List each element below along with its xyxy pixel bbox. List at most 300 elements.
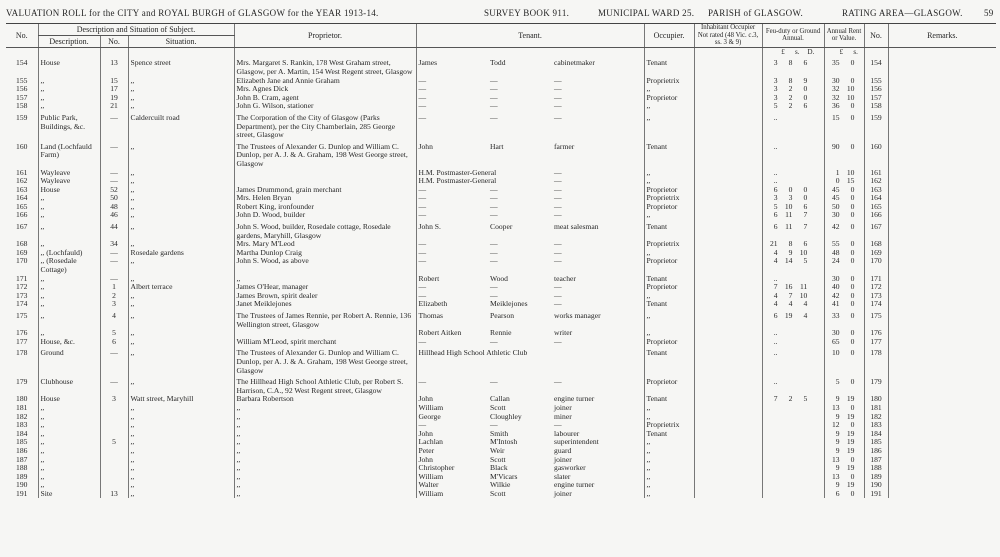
rent-pounds: 50 bbox=[831, 201, 840, 211]
tenant-forename: Robert Aitken bbox=[416, 329, 488, 338]
entry-number: 21 bbox=[100, 102, 128, 111]
tenant-surname: — bbox=[490, 239, 498, 249]
inhabitant-cell bbox=[694, 421, 762, 430]
tenant-surname: Black bbox=[490, 463, 508, 473]
remarks-cell bbox=[888, 456, 996, 465]
inhabitant-cell bbox=[694, 275, 762, 284]
feu-pounds: 6 bbox=[773, 222, 778, 232]
tenant-trade: farmer bbox=[554, 141, 575, 151]
tenant-forename: — bbox=[416, 186, 488, 195]
entry-occupier: Proprietor bbox=[644, 338, 694, 347]
entry-description: ,, bbox=[38, 421, 100, 430]
feu-duty bbox=[762, 56, 824, 76]
tenant-trade: — bbox=[554, 420, 562, 430]
entry-proprietor: ,, bbox=[234, 438, 416, 447]
rent-pounds: 9 bbox=[835, 394, 840, 404]
rent-pounds: 40 bbox=[831, 282, 840, 292]
tenant-surname: — bbox=[490, 282, 498, 292]
feu-duty bbox=[762, 490, 824, 499]
entry-occupier: ,, bbox=[644, 447, 694, 456]
entry-situation: ,, bbox=[128, 169, 234, 178]
entry-description: ,, bbox=[38, 292, 100, 301]
tenant-forename: — bbox=[416, 94, 488, 103]
tenant-trade: joiner bbox=[554, 454, 572, 464]
remarks-cell bbox=[888, 473, 996, 482]
entry-situation: ,, bbox=[128, 292, 234, 301]
feu-pounds: 6 bbox=[773, 184, 778, 194]
entry-no: 169 bbox=[16, 247, 28, 257]
feu-shillings: 10 bbox=[784, 201, 793, 211]
annual-rent bbox=[824, 404, 864, 413]
entry-occupier: ,, bbox=[644, 177, 694, 186]
tenant-trade: — bbox=[554, 377, 562, 387]
entry-situation: ,, bbox=[128, 102, 234, 111]
feu-pence: 4 bbox=[803, 299, 808, 309]
entry-no: 164 bbox=[16, 193, 28, 203]
valuation-table bbox=[6, 23, 996, 498]
tenant-trade: — bbox=[554, 184, 562, 194]
feu-shillings: 4 bbox=[788, 299, 793, 309]
rent-shillings: 19 bbox=[846, 428, 855, 438]
entry-proprietor: The Corporation of the City of Glasgow (Parks Department), per the City Chamberlain, 285 George street, Glasgow bbox=[234, 111, 416, 140]
entry-description: Ground bbox=[38, 346, 100, 375]
remarks-cell bbox=[888, 203, 996, 212]
feu-duty bbox=[762, 309, 824, 329]
entry-no: 168 bbox=[16, 239, 28, 249]
feu-duty bbox=[762, 346, 824, 375]
entry-no-right: 164 bbox=[864, 194, 888, 203]
remarks-cell bbox=[888, 309, 996, 329]
page-number: 59 bbox=[984, 8, 994, 18]
entry-no: 183 bbox=[16, 420, 28, 430]
entry-proprietor: The Trustees of James Rennie, per Robert A. Rennie, 136 Wellington street, Glasgow bbox=[234, 309, 416, 329]
feu-duty bbox=[762, 111, 824, 140]
rent-pounds: 32 bbox=[831, 92, 840, 102]
tenant-surname: — bbox=[490, 75, 498, 85]
rent-shillings: 0 bbox=[850, 336, 855, 346]
rent-shillings: 0 bbox=[850, 290, 855, 300]
entry-description: House, &c. bbox=[38, 338, 100, 347]
remarks-cell bbox=[888, 249, 996, 258]
remarks-cell bbox=[888, 186, 996, 195]
rent-pounds: 36 bbox=[831, 101, 840, 111]
tenant-surname: Meiklejones bbox=[490, 299, 528, 309]
feu-shillings: 7 bbox=[788, 290, 793, 300]
entry-situation: Albert terrace bbox=[128, 283, 234, 292]
roll-body bbox=[6, 56, 996, 498]
tenant-forename: Christopher bbox=[416, 464, 488, 473]
entry-situation: ,, bbox=[128, 211, 234, 220]
annual-rent bbox=[824, 309, 864, 329]
entry-proprietor: ,, bbox=[234, 275, 416, 284]
tenant-surname: Cloughley bbox=[490, 411, 522, 421]
rent-shillings: 0 bbox=[850, 239, 855, 249]
feu-duty bbox=[762, 211, 824, 220]
entry-number: 48 bbox=[100, 203, 128, 212]
entry-description: ,, bbox=[38, 240, 100, 249]
tenant-trade: — bbox=[554, 201, 562, 211]
unit-rent-shillings: s. bbox=[853, 47, 858, 56]
tenant-trade: teacher bbox=[554, 273, 576, 283]
tenant-trade: slater bbox=[554, 471, 571, 481]
inhabitant-cell bbox=[694, 77, 762, 86]
col-number: No. bbox=[100, 35, 128, 47]
entry-situation: ,, bbox=[128, 309, 234, 329]
entry-occupier: ,, bbox=[644, 249, 694, 258]
entry-situation: ,, bbox=[128, 430, 234, 439]
entry-number bbox=[100, 413, 128, 422]
remarks-cell bbox=[888, 481, 996, 490]
entry-situation: ,, bbox=[128, 329, 234, 338]
entry-no: 158 bbox=[16, 101, 28, 111]
annual-rent bbox=[824, 56, 864, 76]
entry-situation: ,, bbox=[128, 177, 234, 186]
tenant-trade: — bbox=[554, 299, 562, 309]
remarks-cell bbox=[888, 240, 996, 249]
entry-number: 46 bbox=[100, 211, 128, 220]
entry-description: Site bbox=[38, 490, 100, 499]
remarks-cell bbox=[888, 413, 996, 422]
feu-pence: 4 bbox=[803, 311, 808, 320]
feu-pence: 0 bbox=[803, 193, 808, 203]
entry-occupier: Proprietor bbox=[644, 375, 694, 395]
entry-occupier: ,, bbox=[644, 102, 694, 111]
entry-number: 44 bbox=[100, 220, 128, 240]
entry-no: 179 bbox=[16, 377, 28, 387]
entry-occupier: Proprietor bbox=[644, 257, 694, 274]
remarks-cell bbox=[888, 404, 996, 413]
inhabitant-cell bbox=[694, 346, 762, 375]
tenant-forename: — bbox=[416, 102, 488, 111]
tenant-surname: — bbox=[490, 201, 498, 211]
entry-no-right: 187 bbox=[864, 456, 888, 465]
entry-number: — bbox=[100, 249, 128, 258]
entry-number: — bbox=[100, 257, 128, 274]
entry-no: 162 bbox=[16, 176, 28, 186]
rent-shillings: 0 bbox=[850, 141, 855, 151]
annual-rent bbox=[824, 169, 864, 178]
remarks-cell bbox=[888, 102, 996, 111]
entry-no-right: 171 bbox=[864, 275, 888, 284]
feu-duty bbox=[762, 220, 824, 240]
rent-shillings: 0 bbox=[850, 247, 855, 257]
tenant-forename: Hillhead High School Athletic Club bbox=[416, 346, 488, 375]
entry-description: House bbox=[38, 395, 100, 404]
entry-no: 190 bbox=[16, 480, 28, 490]
feu-pounds: 3 bbox=[773, 84, 778, 94]
rent-pounds: 90 bbox=[831, 141, 840, 151]
rent-pounds: 41 bbox=[831, 299, 840, 309]
inhabitant-cell bbox=[694, 177, 762, 186]
entry-number: 50 bbox=[100, 194, 128, 203]
annual-rent bbox=[824, 421, 864, 430]
tenant-trade: — bbox=[554, 75, 562, 85]
feu-shillings: 11 bbox=[785, 210, 793, 220]
entry-no: 177 bbox=[16, 336, 28, 346]
entry-no: 172 bbox=[16, 282, 28, 292]
rent-shillings: 0 bbox=[850, 222, 855, 232]
rent-pounds: 9 bbox=[835, 445, 840, 455]
rent-pounds: 13 bbox=[831, 471, 840, 481]
feu-shillings: 9 bbox=[788, 247, 793, 257]
feu-pence: 0 bbox=[803, 92, 808, 102]
remarks-cell bbox=[888, 421, 996, 430]
remarks-cell bbox=[888, 111, 996, 140]
entry-proprietor: Elizabeth Jane and Annie Graham bbox=[234, 77, 416, 86]
annual-rent bbox=[824, 329, 864, 338]
tenant-trade: gasworker bbox=[554, 463, 586, 473]
entry-description: ,, bbox=[38, 275, 100, 284]
entry-situation: ,, bbox=[128, 490, 234, 499]
tenant-surname bbox=[488, 169, 552, 178]
rent-shillings: 19 bbox=[846, 394, 855, 404]
feu-shillings: 8 bbox=[788, 58, 793, 68]
rent-pounds: 9 bbox=[835, 411, 840, 421]
feu-pence: 0 bbox=[803, 84, 808, 94]
entry-no: 187 bbox=[16, 454, 28, 464]
tenant-surname: Wilkie bbox=[490, 480, 511, 490]
entry-occupier: Tenant bbox=[644, 430, 694, 439]
tenant-trade: — bbox=[554, 247, 562, 257]
annual-rent bbox=[824, 481, 864, 490]
inhabitant-cell bbox=[694, 413, 762, 422]
inhabitant-cell bbox=[694, 464, 762, 473]
feu-pounds: 3 bbox=[773, 58, 778, 68]
entry-situation: Spence street bbox=[128, 56, 234, 76]
remarks-cell bbox=[888, 257, 996, 274]
entry-description: ,, bbox=[38, 211, 100, 220]
entry-description: Land (Lochfauld Farm) bbox=[38, 140, 100, 169]
rent-pounds: 9 bbox=[835, 480, 840, 490]
entry-no: 170 bbox=[16, 256, 28, 266]
tenant-forename: — bbox=[416, 292, 488, 301]
feu-pounds: 4 bbox=[773, 256, 778, 266]
tenant-surname: Weir bbox=[490, 445, 505, 455]
entry-situation: ,, bbox=[128, 421, 234, 430]
entry-occupier: Proprietrix bbox=[644, 240, 694, 249]
tenant-forename: Robert bbox=[416, 275, 488, 284]
remarks-cell bbox=[888, 338, 996, 347]
inhabitant-cell bbox=[694, 309, 762, 329]
entry-no: 178 bbox=[16, 348, 28, 358]
feu-pence: 11 bbox=[800, 282, 808, 292]
tenant-forename: — bbox=[416, 338, 488, 347]
entry-number: 3 bbox=[100, 395, 128, 404]
col-desc-group: Description and Situation of Subject. bbox=[38, 24, 234, 36]
tenant-surname: Pearson bbox=[490, 311, 515, 320]
inhabitant-cell bbox=[694, 257, 762, 274]
entry-no-right: 161 bbox=[864, 169, 888, 178]
feu-pounds: .. bbox=[773, 141, 778, 151]
entry-no-right: 186 bbox=[864, 447, 888, 456]
feu-pounds: 4 bbox=[773, 290, 778, 300]
entry-proprietor: Robert King, ironfounder bbox=[234, 203, 416, 212]
rent-pounds: 30 bbox=[831, 328, 840, 338]
entry-proprietor: Mrs. Agnes Dick bbox=[234, 85, 416, 94]
entry-situation: ,, bbox=[128, 220, 234, 240]
entry-no-right: 185 bbox=[864, 438, 888, 447]
entry-occupier: ,, bbox=[644, 413, 694, 422]
entry-no-right: 174 bbox=[864, 300, 888, 309]
table-row bbox=[6, 211, 996, 220]
annual-rent bbox=[824, 490, 864, 499]
entry-number: 13 bbox=[100, 490, 128, 499]
entry-situation: ,, bbox=[128, 375, 234, 395]
tenant-surname: — bbox=[490, 101, 498, 111]
entry-description: Wayleave bbox=[38, 169, 100, 178]
rent-shillings: 0 bbox=[850, 201, 855, 211]
remarks-cell bbox=[888, 140, 996, 169]
annual-rent bbox=[824, 94, 864, 103]
entry-no-right: 155 bbox=[864, 77, 888, 86]
inhabitant-cell bbox=[694, 447, 762, 456]
entry-description: ,, bbox=[38, 220, 100, 240]
rent-pounds: 13 bbox=[831, 454, 840, 464]
annual-rent bbox=[824, 395, 864, 404]
table-row bbox=[6, 194, 996, 203]
feu-shillings: 8 bbox=[788, 75, 793, 85]
entry-proprietor: Mrs. Helen Bryan bbox=[234, 194, 416, 203]
entry-situation: ,, bbox=[128, 140, 234, 169]
feu-pounds: 5 bbox=[773, 201, 778, 211]
tenant-trade: — bbox=[554, 84, 562, 94]
feu-pounds: 4 bbox=[773, 247, 778, 257]
table-row bbox=[6, 56, 996, 76]
inhabitant-cell bbox=[694, 56, 762, 76]
tenant-trade: labourer bbox=[554, 428, 580, 438]
rent-shillings: 19 bbox=[846, 463, 855, 473]
col-feu-duty: Feu-duty or Ground Annual. bbox=[762, 24, 824, 48]
tenant-forename: John bbox=[416, 430, 488, 439]
inhabitant-cell bbox=[694, 283, 762, 292]
entry-description: ,, bbox=[38, 94, 100, 103]
rent-pounds: 45 bbox=[831, 193, 840, 203]
inhabitant-cell bbox=[694, 169, 762, 178]
tenant-forename: Thomas bbox=[416, 309, 488, 329]
inhabitant-cell bbox=[694, 220, 762, 240]
feu-pounds: 5 bbox=[773, 101, 778, 111]
rent-pounds: 48 bbox=[831, 247, 840, 257]
entry-number bbox=[100, 421, 128, 430]
feu-shillings: 2 bbox=[788, 84, 793, 94]
feu-pence: 5 bbox=[803, 256, 808, 266]
entry-proprietor: William M'Leod, spirit merchant bbox=[234, 338, 416, 347]
feu-pence: 7 bbox=[803, 210, 808, 220]
entry-no: 181 bbox=[16, 402, 28, 412]
entry-no-right: 168 bbox=[864, 240, 888, 249]
annual-rent bbox=[824, 85, 864, 94]
entry-proprietor: ,, bbox=[234, 430, 416, 439]
annual-rent bbox=[824, 447, 864, 456]
remarks-cell bbox=[888, 194, 996, 203]
entry-no-right: 178 bbox=[864, 346, 888, 375]
entry-description: ,, bbox=[38, 194, 100, 203]
entry-no: 173 bbox=[16, 290, 28, 300]
tenant-forename: — bbox=[416, 194, 488, 203]
table-row bbox=[6, 490, 996, 499]
entry-no: 171 bbox=[16, 273, 28, 283]
tenant-surname: — bbox=[490, 377, 498, 387]
entry-no-right: 190 bbox=[864, 481, 888, 490]
feu-pounds: .. bbox=[773, 167, 778, 177]
entry-situation: ,, bbox=[128, 240, 234, 249]
entry-proprietor: Janet Meiklejones bbox=[234, 300, 416, 309]
table-row bbox=[6, 329, 996, 338]
tenant-trade: joiner bbox=[554, 488, 572, 498]
entry-description: ,, bbox=[38, 413, 100, 422]
annual-rent bbox=[824, 456, 864, 465]
entry-proprietor: John G. Wilson, stationer bbox=[234, 102, 416, 111]
entry-description: Wayleave bbox=[38, 177, 100, 186]
entry-occupier: ,, bbox=[644, 211, 694, 220]
rent-pounds: 10 bbox=[831, 348, 840, 358]
tenant-surname: Scott bbox=[490, 488, 506, 498]
feu-pence: 5 bbox=[803, 394, 808, 404]
rent-shillings: 0 bbox=[850, 273, 855, 283]
col-no-right: No. bbox=[864, 24, 888, 48]
tenant-forename: — bbox=[416, 421, 488, 430]
entry-proprietor: Martha Dunlop Craig bbox=[234, 249, 416, 258]
tenant-forename: — bbox=[416, 240, 488, 249]
entry-situation: ,, bbox=[128, 203, 234, 212]
rating-area: RATING AREA—GLASGOW. bbox=[842, 8, 963, 18]
entry-description: ,, bbox=[38, 404, 100, 413]
col-occupier: Occupier. bbox=[644, 24, 694, 48]
col-remarks: Remarks. bbox=[888, 24, 996, 48]
inhabitant-cell bbox=[694, 85, 762, 94]
entry-occupier: ,, bbox=[644, 464, 694, 473]
tenant-trade: engine turner bbox=[554, 394, 595, 404]
annual-rent bbox=[824, 275, 864, 284]
entry-number: — bbox=[100, 375, 128, 395]
entry-no-right: 177 bbox=[864, 338, 888, 347]
tenant-forename: Lachlan bbox=[416, 438, 488, 447]
inhabitant-cell bbox=[694, 194, 762, 203]
entry-no: 180 bbox=[16, 394, 28, 404]
tenant-trade: engine turner bbox=[554, 480, 595, 490]
entry-no-right: 173 bbox=[864, 292, 888, 301]
feu-shillings: 8 bbox=[788, 239, 793, 249]
remarks-cell bbox=[888, 329, 996, 338]
tenant-surname: — bbox=[490, 210, 498, 220]
tenant-forename: John bbox=[416, 395, 488, 404]
annual-rent bbox=[824, 140, 864, 169]
remarks-cell bbox=[888, 438, 996, 447]
entry-occupier: Tenant bbox=[644, 140, 694, 169]
entry-situation: ,, bbox=[128, 94, 234, 103]
entry-no-right: 156 bbox=[864, 85, 888, 94]
entry-situation: ,, bbox=[128, 77, 234, 86]
entry-no: 184 bbox=[16, 428, 28, 438]
annual-rent bbox=[824, 338, 864, 347]
feu-pounds: .. bbox=[773, 112, 778, 122]
entry-no-right: 163 bbox=[864, 186, 888, 195]
rent-shillings: 10 bbox=[846, 84, 855, 94]
entry-occupier: Proprietrix bbox=[644, 77, 694, 86]
entry-proprietor: The Trustees of Alexander G. Dunlop and William C. Dunlop, per A. J. & A. Graham, 198 West George street, Glasgow bbox=[234, 140, 416, 169]
rent-pounds: 12 bbox=[831, 420, 840, 430]
entry-number: 52 bbox=[100, 186, 128, 195]
inhabitant-cell bbox=[694, 211, 762, 220]
tenant-trade: works manager bbox=[554, 311, 601, 320]
entry-number: 15 bbox=[100, 77, 128, 86]
inhabitant-cell bbox=[694, 329, 762, 338]
table-row bbox=[6, 220, 996, 240]
entry-situation: ,, bbox=[128, 447, 234, 456]
tenant-trade: — bbox=[554, 101, 562, 111]
remarks-cell bbox=[888, 346, 996, 375]
rent-pounds: 45 bbox=[831, 184, 840, 194]
